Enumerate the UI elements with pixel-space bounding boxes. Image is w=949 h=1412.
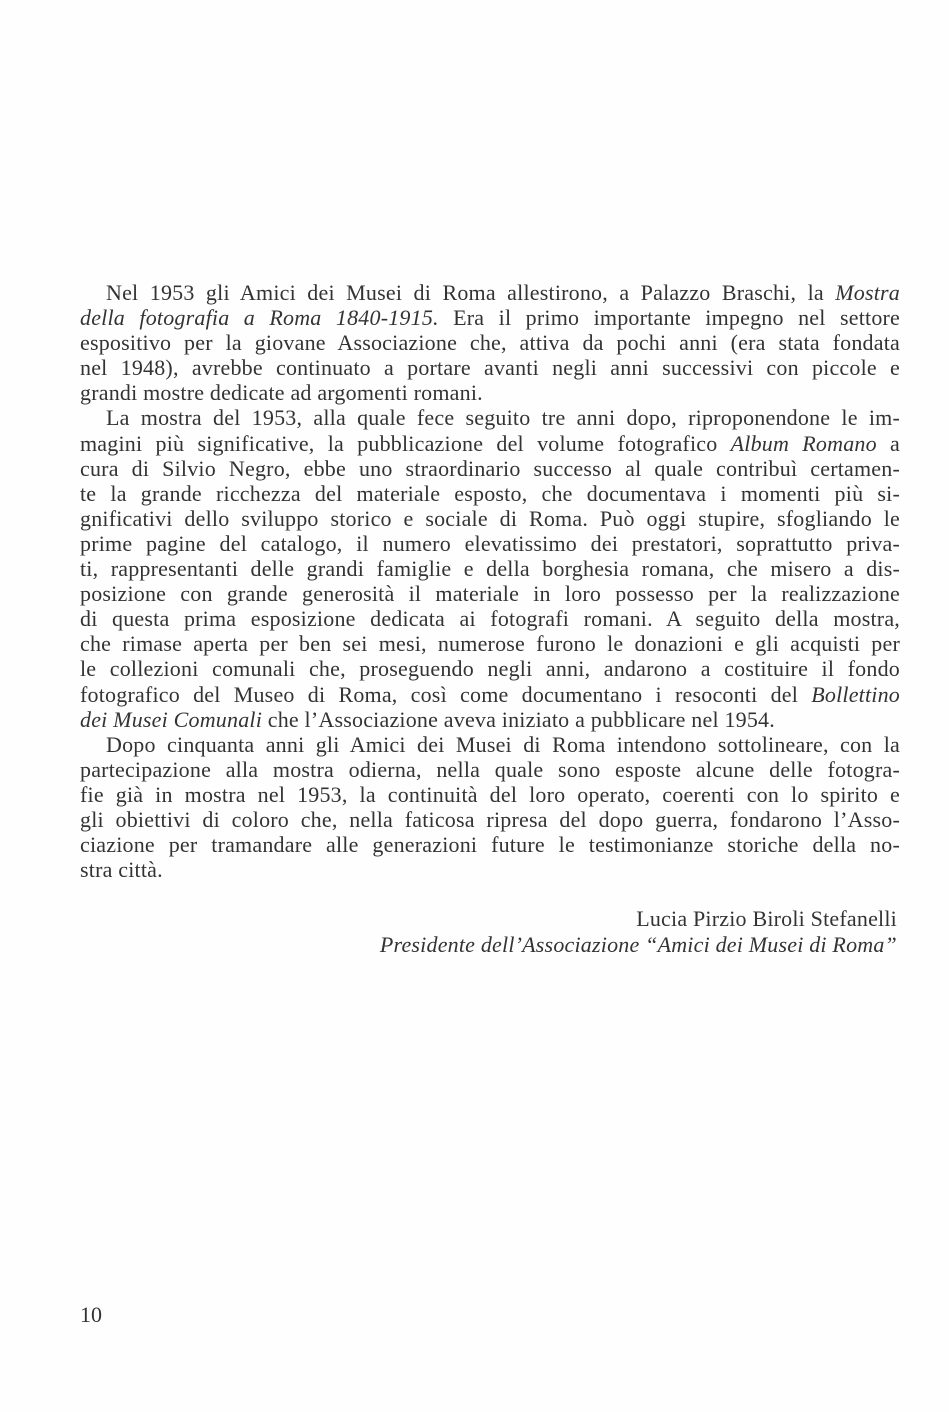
text-line: che rimase aperta per ben sei mesi, numerose furono le donazioni e gli acquisti per (80, 631, 900, 657)
journal-title: Bollettino (811, 681, 900, 707)
text-line (80, 431, 900, 456)
paragraph (80, 732, 900, 883)
text-segment: magini più significative, la pubblicazione del volume fotografico (80, 430, 731, 456)
body-text (80, 280, 900, 882)
text-line: nel 1948), avrebbe continuato a portare avanti negli anni successivi con piccole e (80, 355, 900, 381)
text-line: partecipazione alla mostra odierna, nella quale sono esposte alcune delle fotogra- (80, 756, 900, 782)
text-line: ti, rappresentanti delle grandi famiglie e della borghesia romana, che misero a dis- (80, 556, 900, 582)
text-segment: Era il primo importante impegno nel settore (438, 305, 901, 331)
text-line: le collezioni comunali che, proseguendo negli anni, andarono a costituire il fondo (80, 656, 900, 682)
text-line: di questa prima esposizione dedicata ai fotografi romani. A seguito della mostra, (80, 606, 900, 632)
text-line: La mostra del 1953, alla quale fece seguito tre anni dopo, riproponendone le im- (106, 405, 900, 431)
text-line: posizione con grande generosità il materiale in loro possesso per la realizzazione (80, 581, 900, 607)
book-title: Album Romano (730, 430, 877, 456)
text-line: fie già in mostra nel 1953, la continuità del loro operato, coerenti con lo spirito e (80, 781, 900, 807)
text-segment: fotografico del Museo di Roma, così come documentano i resoconti del (80, 681, 812, 707)
text-line (80, 280, 900, 305)
text-line: cura di Silvio Negro, ebbe uno straordinario successo al quale contribuì certamen- (80, 455, 900, 481)
exhibition-title: Mostra (835, 280, 900, 305)
text-line: Dopo cinquanta anni gli Amici dei Musei di Roma intendono sottolineare, con la (106, 731, 900, 757)
text-segment: Nel 1953 gli Amici dei Musei di Roma allestirono, a Palazzo Braschi, la (106, 280, 836, 305)
exhibition-title: della fotografia a Roma 1840-1915. (80, 305, 439, 331)
text-segment: a (876, 430, 901, 456)
text-line: ciazione per tramandare alle generazioni future le testimonianze storiche della no- (80, 832, 900, 858)
page-number: 10 (80, 1302, 102, 1327)
signature-role: Presidente dell’Associazione “Amici dei Musei di Roma” (379, 931, 897, 957)
text-line: espositivo per la giovane Associazione che, attiva da pochi anni (era stata fondata (80, 330, 900, 356)
journal-title: dei Musei Comunali (80, 706, 263, 732)
text-line: gnificativi dello sviluppo storico e sociale di Roma. Può oggi stupire, sfogliando le (80, 505, 900, 531)
signature-name: Lucia Pirzio Biroli Stefanelli (636, 906, 897, 931)
text-segment: che l’Associazione aveva iniziato a pubblicare nel 1954. (262, 706, 775, 732)
text-line: grandi mostre dedicate ad argomenti romani. (80, 380, 483, 406)
text-line: stra città. (80, 857, 163, 883)
signature (380, 906, 897, 957)
text-line (80, 305, 900, 330)
text-line: te la grande ricchezza del materiale esposto, che documentava i momenti più si- (80, 480, 900, 506)
text-line (80, 682, 900, 707)
text-line: prime pagine del catalogo, il numero elevatissimo dei prestatori, soprattutto priva- (80, 530, 900, 556)
paragraph (80, 280, 900, 405)
text-line: gli obiettivi di coloro che, nella faticosa ripresa del dopo guerra, fondarono l’Asso- (80, 806, 900, 832)
paragraph (80, 405, 900, 731)
text-line (80, 707, 900, 732)
